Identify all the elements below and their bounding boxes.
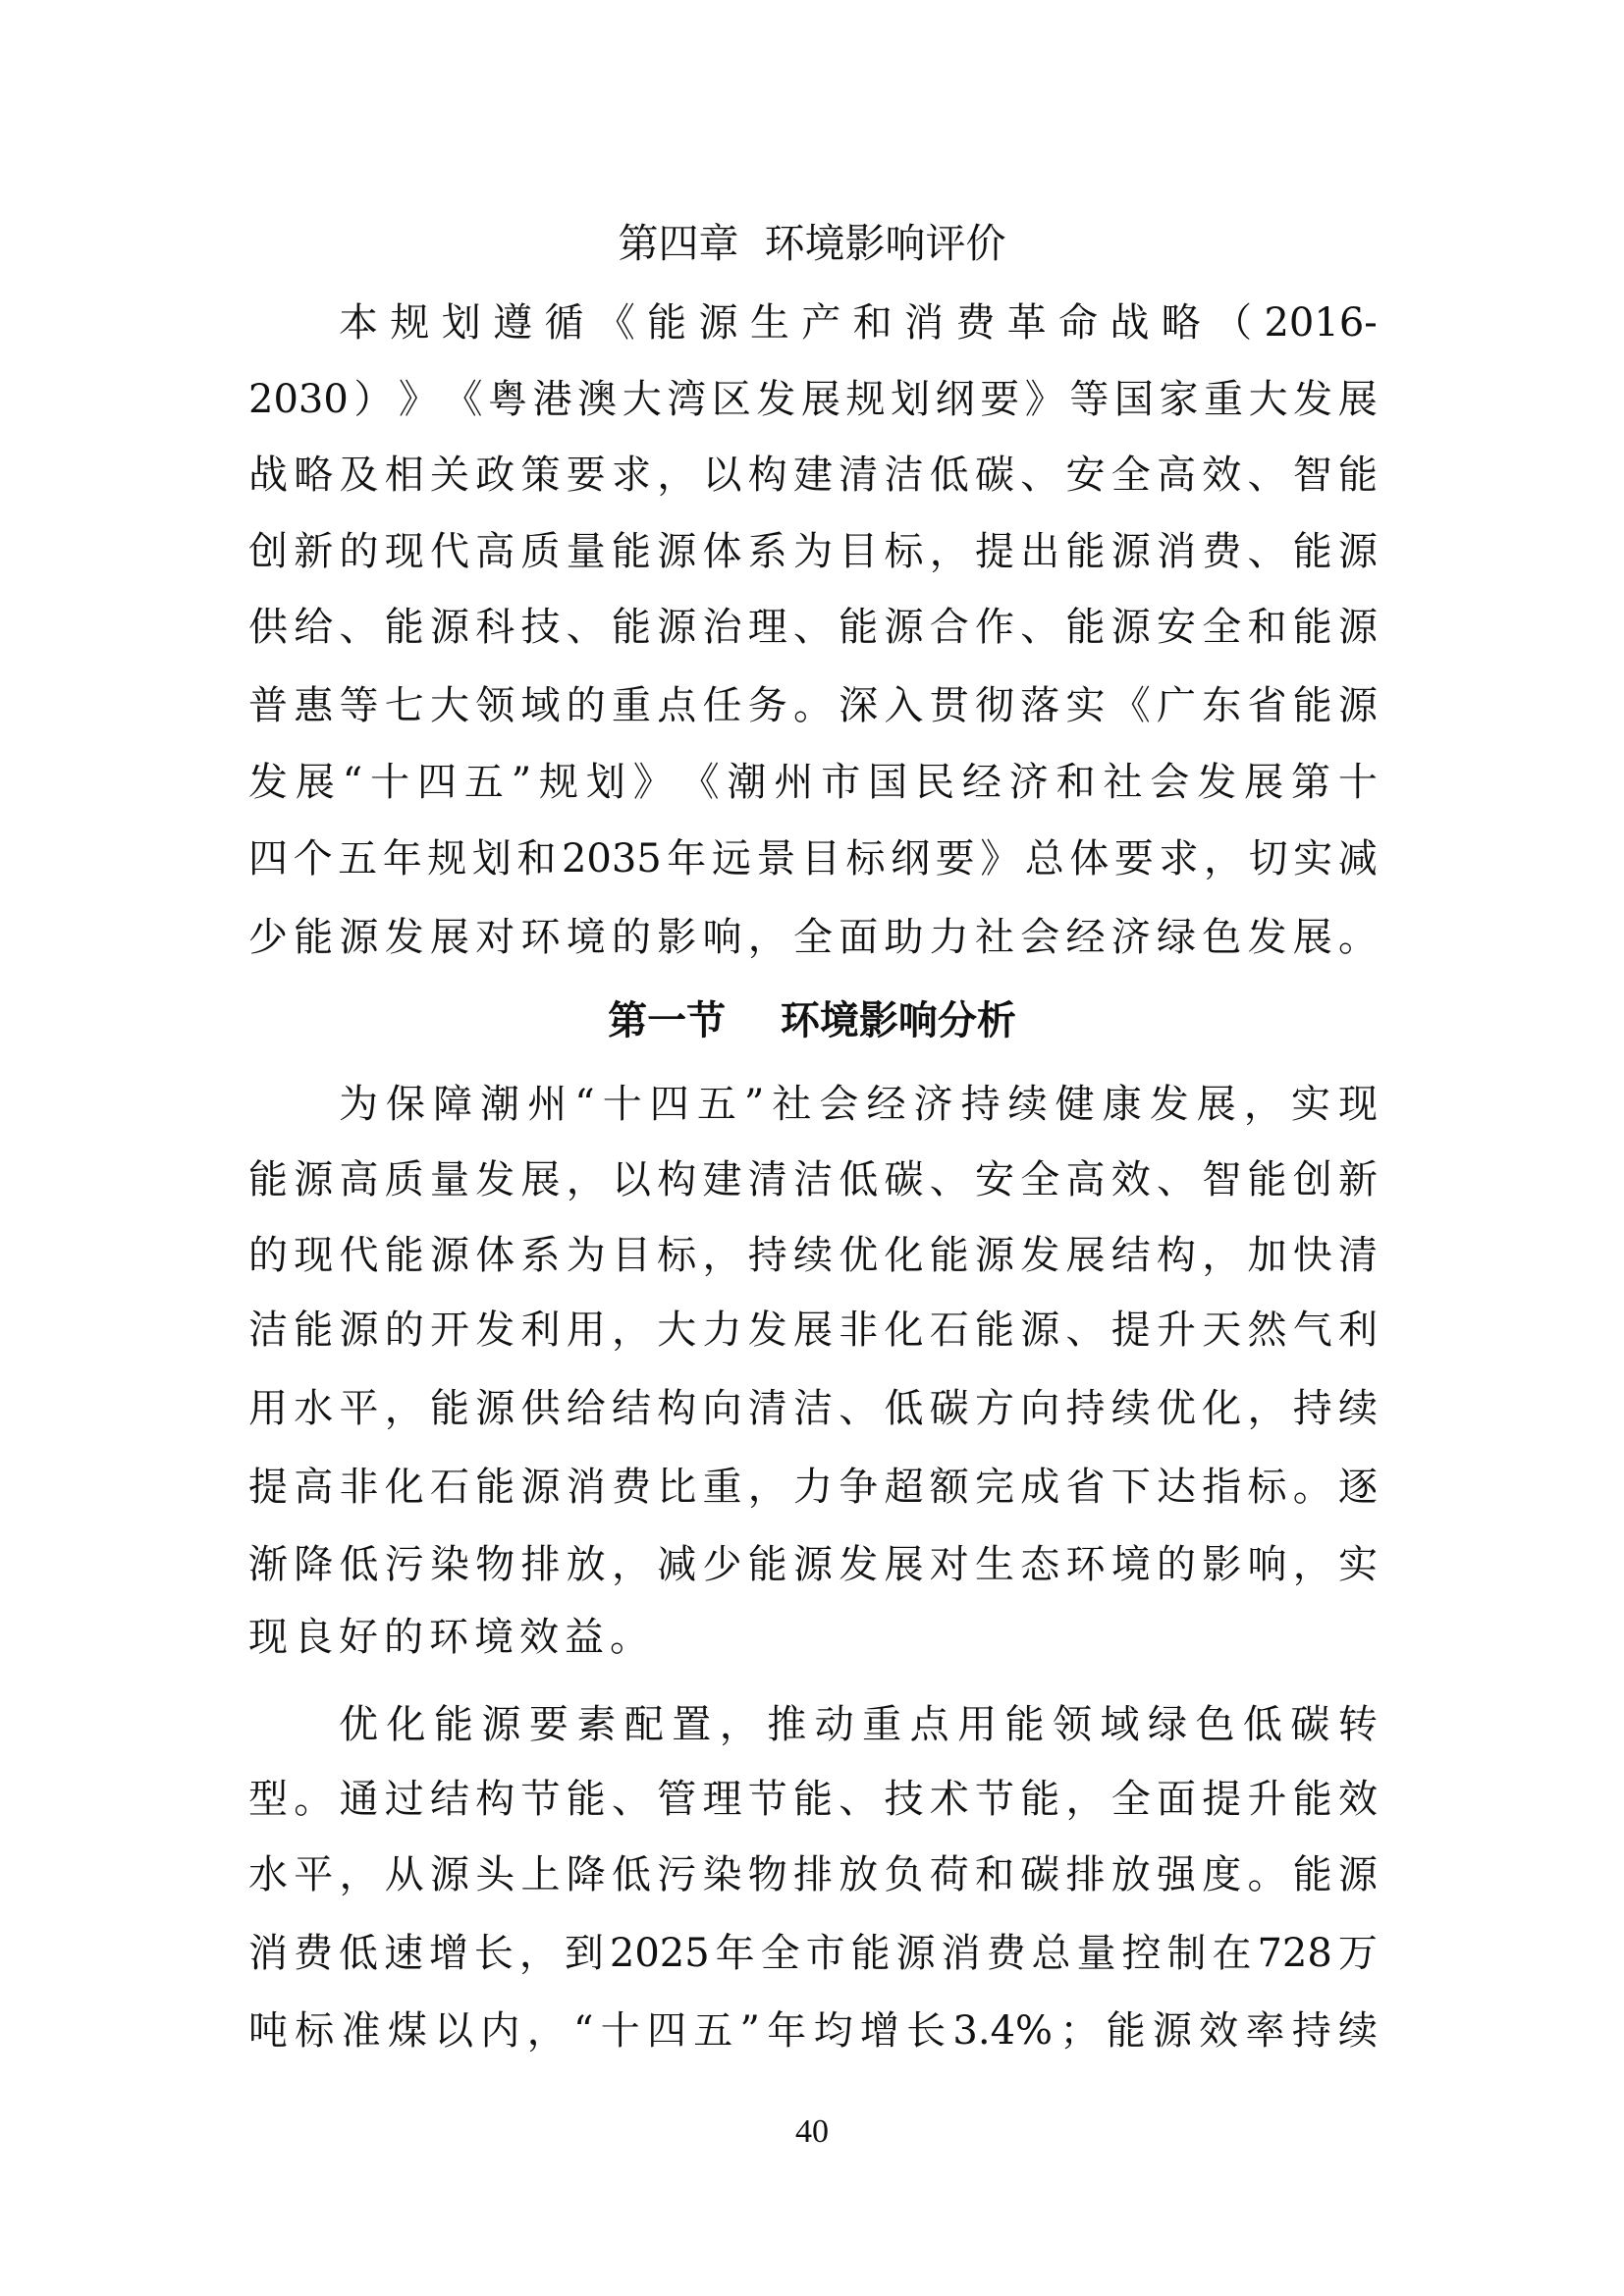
paragraph-line: 供 给 、 能 源 科 技 、 能 源 治 理 、 能 源 合 作 、 能 源 安 全 和 能 源 [248, 605, 1378, 650]
paragraph-line: 洁 能 源 的 开 发 利 用 ， 大 力 发 展 非 化 石 能 源 、 提 升 天 然 气 利 [248, 1308, 1378, 1353]
paragraph-line: 型 。 通 过 结 构 节 能 、 管 理 节 能 、 技 术 节 能 ， 全 面 提 升 能 效 [248, 1777, 1378, 1822]
paragraph-line: 能 源 高 质 量 发 展 ， 以 构 建 清 洁 低 碳 、 安 全 高 效 、 智 能 创 新 [248, 1157, 1378, 1202]
paragraph-line: 现良好的环境效益。 [248, 1615, 655, 1660]
paragraph-line: 本 规 划 遵 循 《 能 源 生 产 和 消 费 革 命 战 略 （ 2016- [339, 300, 1378, 346]
paragraph-line: 发 展 “ 十 四 五 ” 规 划 》 《 潮 州 市 国 民 经 济 和 社 会 发 展 第 十 [248, 760, 1378, 805]
paragraph-line: 用 水 平 ， 能 源 供 给 结 构 向 清 洁 、 低 碳 方 向 持 续 优 化 ， 持 续 [248, 1386, 1378, 1431]
paragraph-line: 优 化 能 源 要 素 配 置 ， 推 动 重 点 用 能 领 域 绿 色 低 碳 转 [339, 1702, 1378, 1747]
paragraph-line: 少 能 源 发 展 对 环 境 的 影 响 ， 全 面 助 力 社 会 经 济 绿 色 发 展 。 [248, 915, 1378, 960]
paragraph-line: 为 保 障 潮 州 “ 十 四 五 ” 社 会 经 济 持 续 健 康 发 展 ， 实 现 [339, 1082, 1378, 1127]
paragraph-line: 2030 ） 》 《 粤 港 澳 大 湾 区 发 展 规 划 纲 要 》 等 国 家 重 大 发 展 [248, 377, 1378, 422]
paragraph-line: 创 新 的 现 代 高 质 量 能 源 体 系 为 目 标 ， 提 出 能 源 消 费 、 能 源 [248, 529, 1378, 574]
paragraph-line: 的 现 代 能 源 体 系 为 目 标 ， 持 续 优 化 能 源 发 展 结 构 ， 加 快 清 [248, 1233, 1378, 1278]
paragraph-line: 渐 降 低 污 染 物 排 放 ， 减 少 能 源 发 展 对 生 态 环 境 的 影 响 ， 实 [248, 1542, 1378, 1587]
paragraph-line: 水 平 ， 从 源 头 上 降 低 污 染 物 排 放 负 荷 和 碳 排 放 强 度 。 能 源 [248, 1852, 1378, 1897]
paragraph-line: 战 略 及 相 关 政 策 要 求 ， 以 构 建 清 洁 低 碳 、 安 全 高 效 、 智 能 [248, 453, 1378, 498]
section-title: 第一节 环境影响分析 [608, 998, 1016, 1043]
paragraph-line: 消 费 低 速 增 长 ， 到 2025 年 全 市 能 源 消 费 总 量 控 制 在 728 万 [248, 1931, 1378, 1976]
paragraph-line: 提 高 非 化 石 能 源 消 费 比 重 ， 力 争 超 额 完 成 省 下 达 指 标 。 逐 [248, 1465, 1378, 1510]
paragraph-line: 普 惠 等 七 大 领 域 的 重 点 任 务 。 深 入 贯 彻 落 实 《 广 东 省 能 源 [248, 683, 1378, 728]
paragraph-line: 吨 标 准 煤 以 内 ， “ 十 四 五 ” 年 均 增 长 3.4% ； 能 源 效 率 持 续 [248, 2008, 1378, 2054]
paragraph-line: 四 个 五 年 规 划 和 2035 年 远 景 目 标 纲 要 》 总 体 要 求 ， 切 实 减 [248, 836, 1378, 881]
chapter-title: 第四章 环境影响评价 [618, 220, 1006, 267]
page-number: 40 [795, 2113, 829, 2150]
